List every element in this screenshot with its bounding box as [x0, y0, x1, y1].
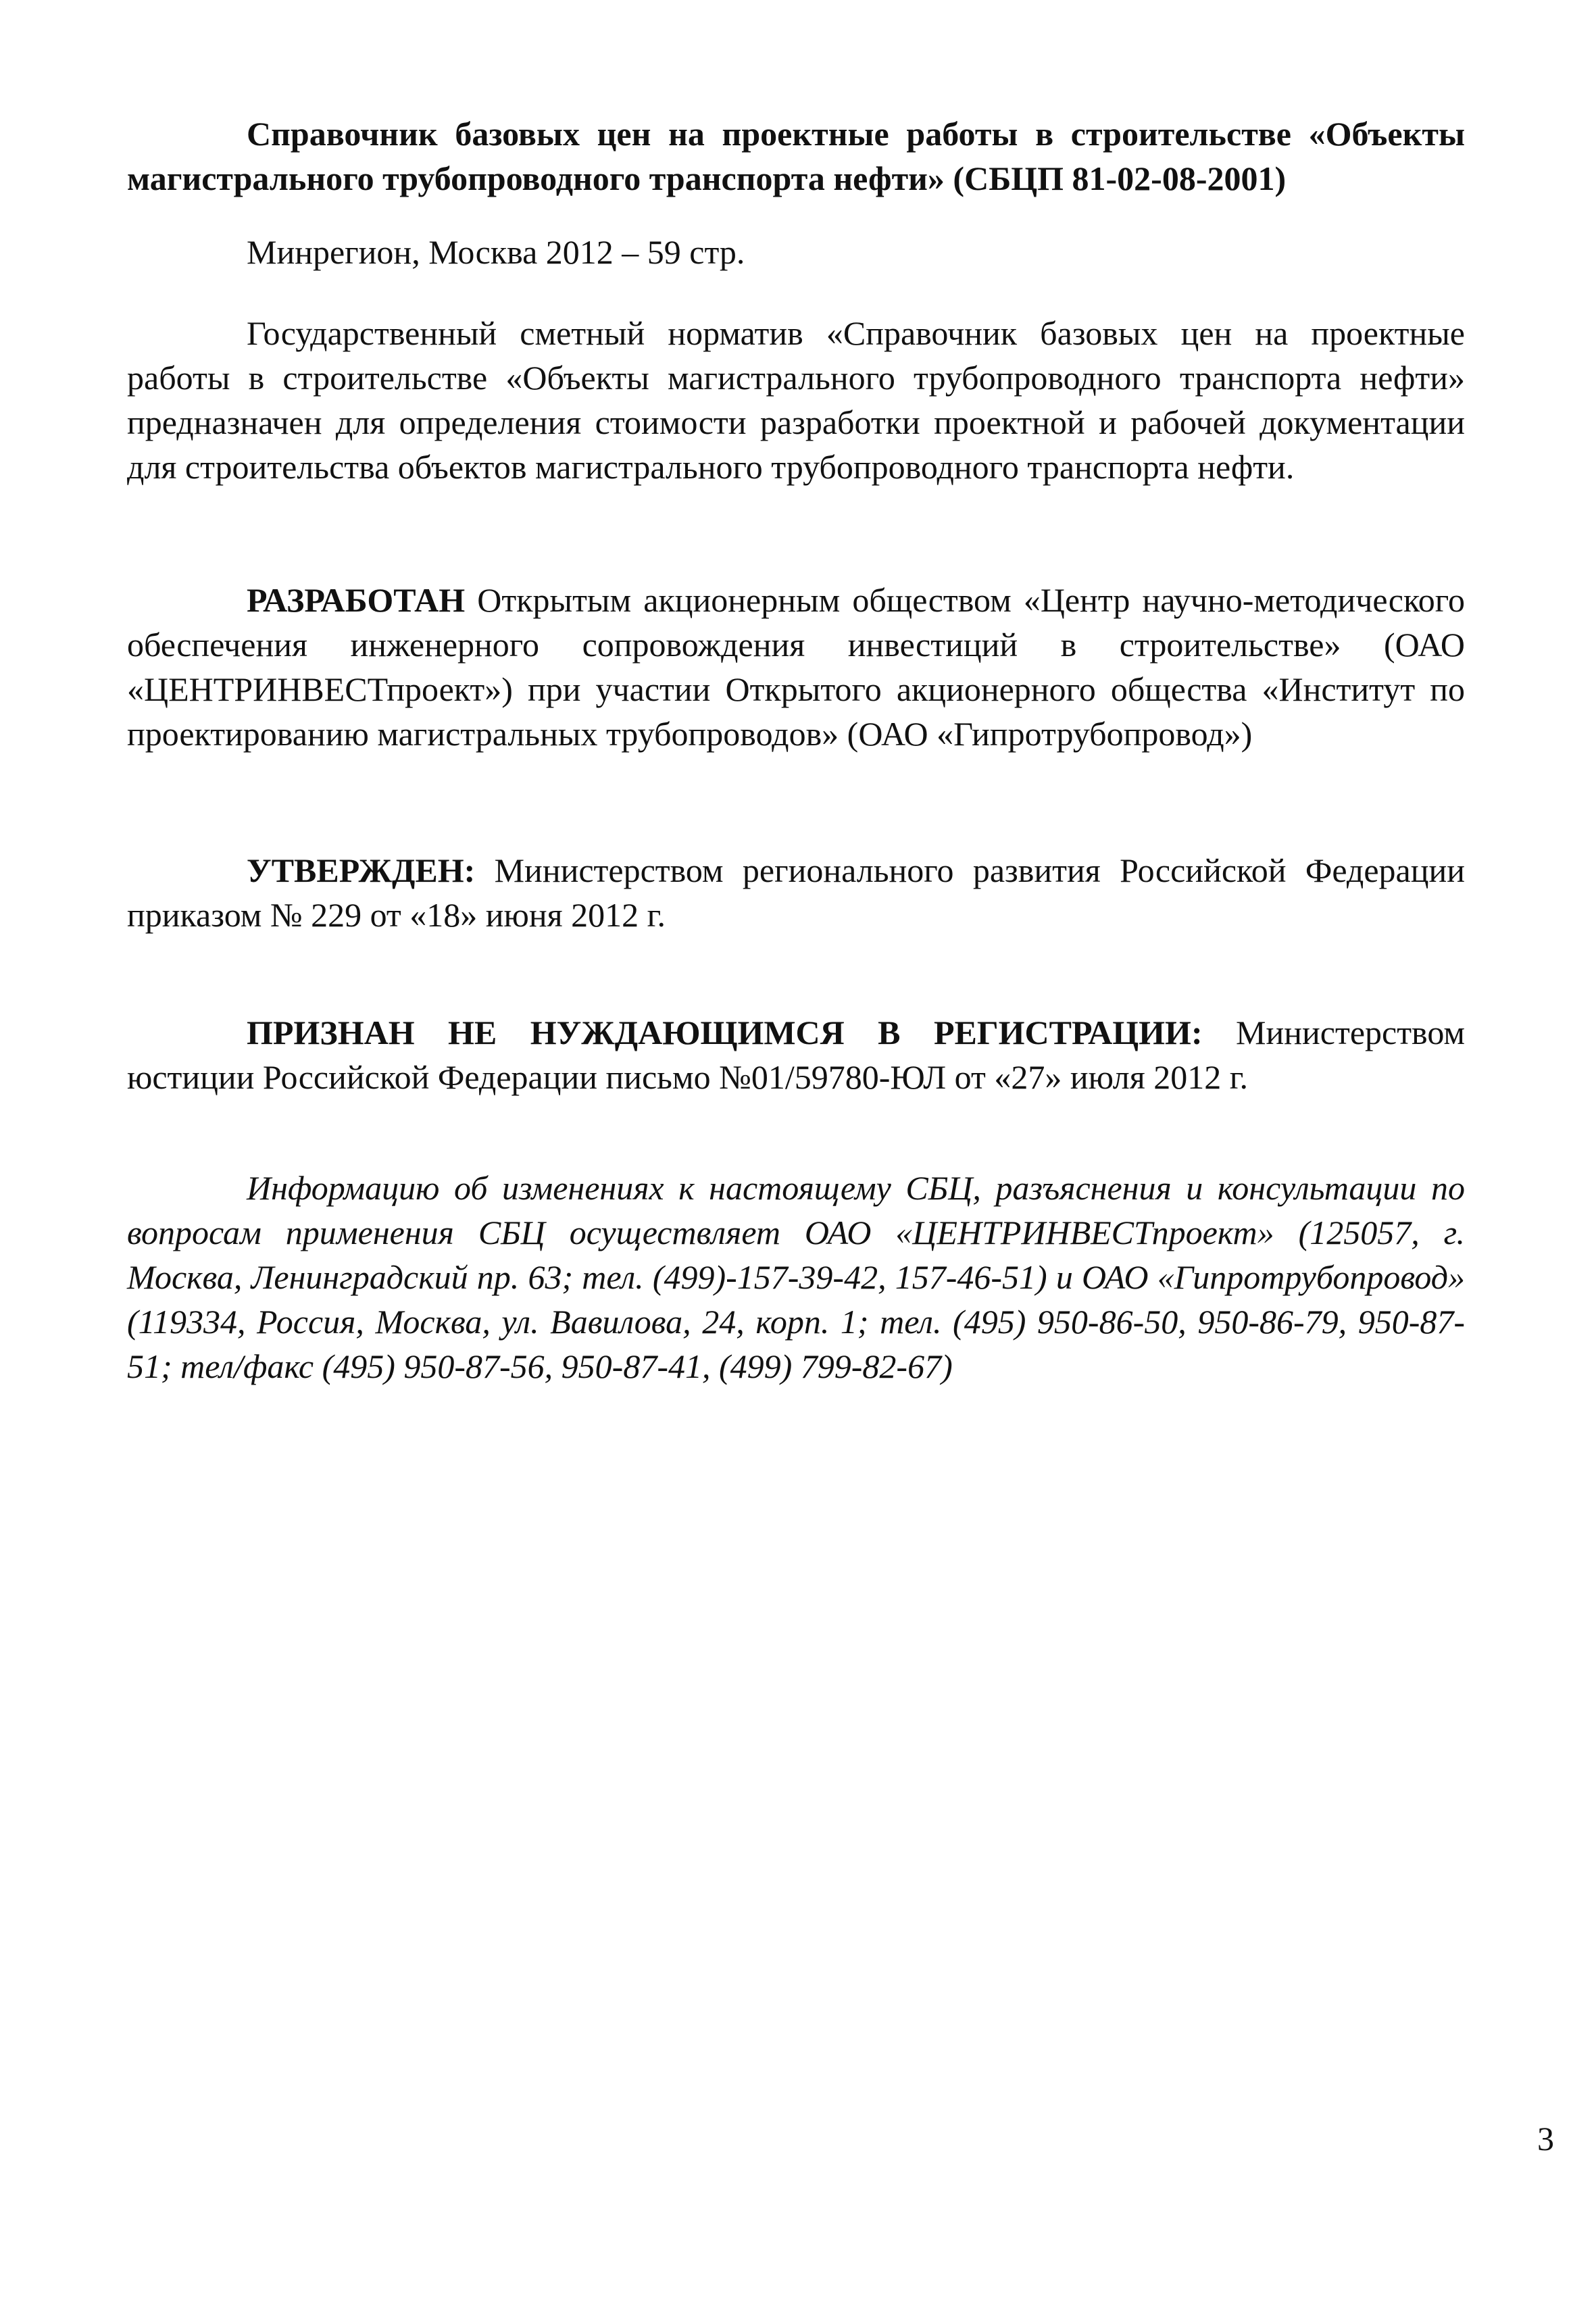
- registration-paragraph: [127, 1010, 1465, 1099]
- approved-paragraph: [127, 848, 1465, 937]
- registration-label: ПРИЗНАН НЕ НУЖДАЮЩИМСЯ В РЕГИСТРАЦИИ:: [247, 1014, 1203, 1051]
- page-number: 3: [1537, 2120, 1554, 2158]
- developed-text: Открытым акционерным обществом «Центр научно-методического обеспечения инженерного сопровождения инвестиций в строительстве» (ОАО «ЦЕНТРИНВЕСТпроект») при участии Открытого акционерного общества «Институт по проектированию магистральных трубопроводов» (ОАО «Гипротрубопровод»): [127, 581, 1465, 753]
- contact-info-paragraph: Информацию об изменениях к настоящему СБЦ, разъяснения и консультации по вопросам применения СБЦ осуществляет ОАО «ЦЕНТРИНВЕСТпроект» (125057, г. Москва, Ленинградский пр. 63; тел. (499)-157-39-42, 157-46-51) и ОАО «Гипротрубопровод» (119334, Россия, Москва, ул. Вавилова, 24, корп. 1; тел. (495) 950-86-50, 950-86-79, 950-87-51; тел/факс (495) 950-87-56, 950-87-41, (499) 799-82-67): [127, 1169, 1465, 1385]
- developed-paragraph: [127, 578, 1465, 756]
- approved-text: Министерством регионального развития Российской Федерации приказом № 229 от «18» июня 2012 г.: [127, 851, 1465, 934]
- publication-info: Минрегион, Москва 2012 – 59 стр.: [247, 233, 745, 271]
- developed-label: РАЗРАБОТАН: [247, 581, 466, 619]
- registration-text: Министерством юстиции Российской Федерации письмо №01/59780-ЮЛ от «27» июля 2012 г.: [127, 1014, 1466, 1096]
- description-paragraph: Государственный сметный норматив «Справочник базовых цен на проектные работы в строительстве «Объекты магистрального трубопроводного транспорта нефти» предназначен для определения стоимости разработки проектной и рабочей документации для строительства объектов магистрального трубопроводного транспорта нефти.: [127, 314, 1465, 486]
- document-title: Справочник базовых цен на проектные работы в строительстве «Объекты магистрального трубопроводного транспорта нефти» (СБЦП 81-02-08-2001): [127, 115, 1465, 197]
- approved-label: УТВЕРЖДЕН:: [247, 851, 476, 889]
